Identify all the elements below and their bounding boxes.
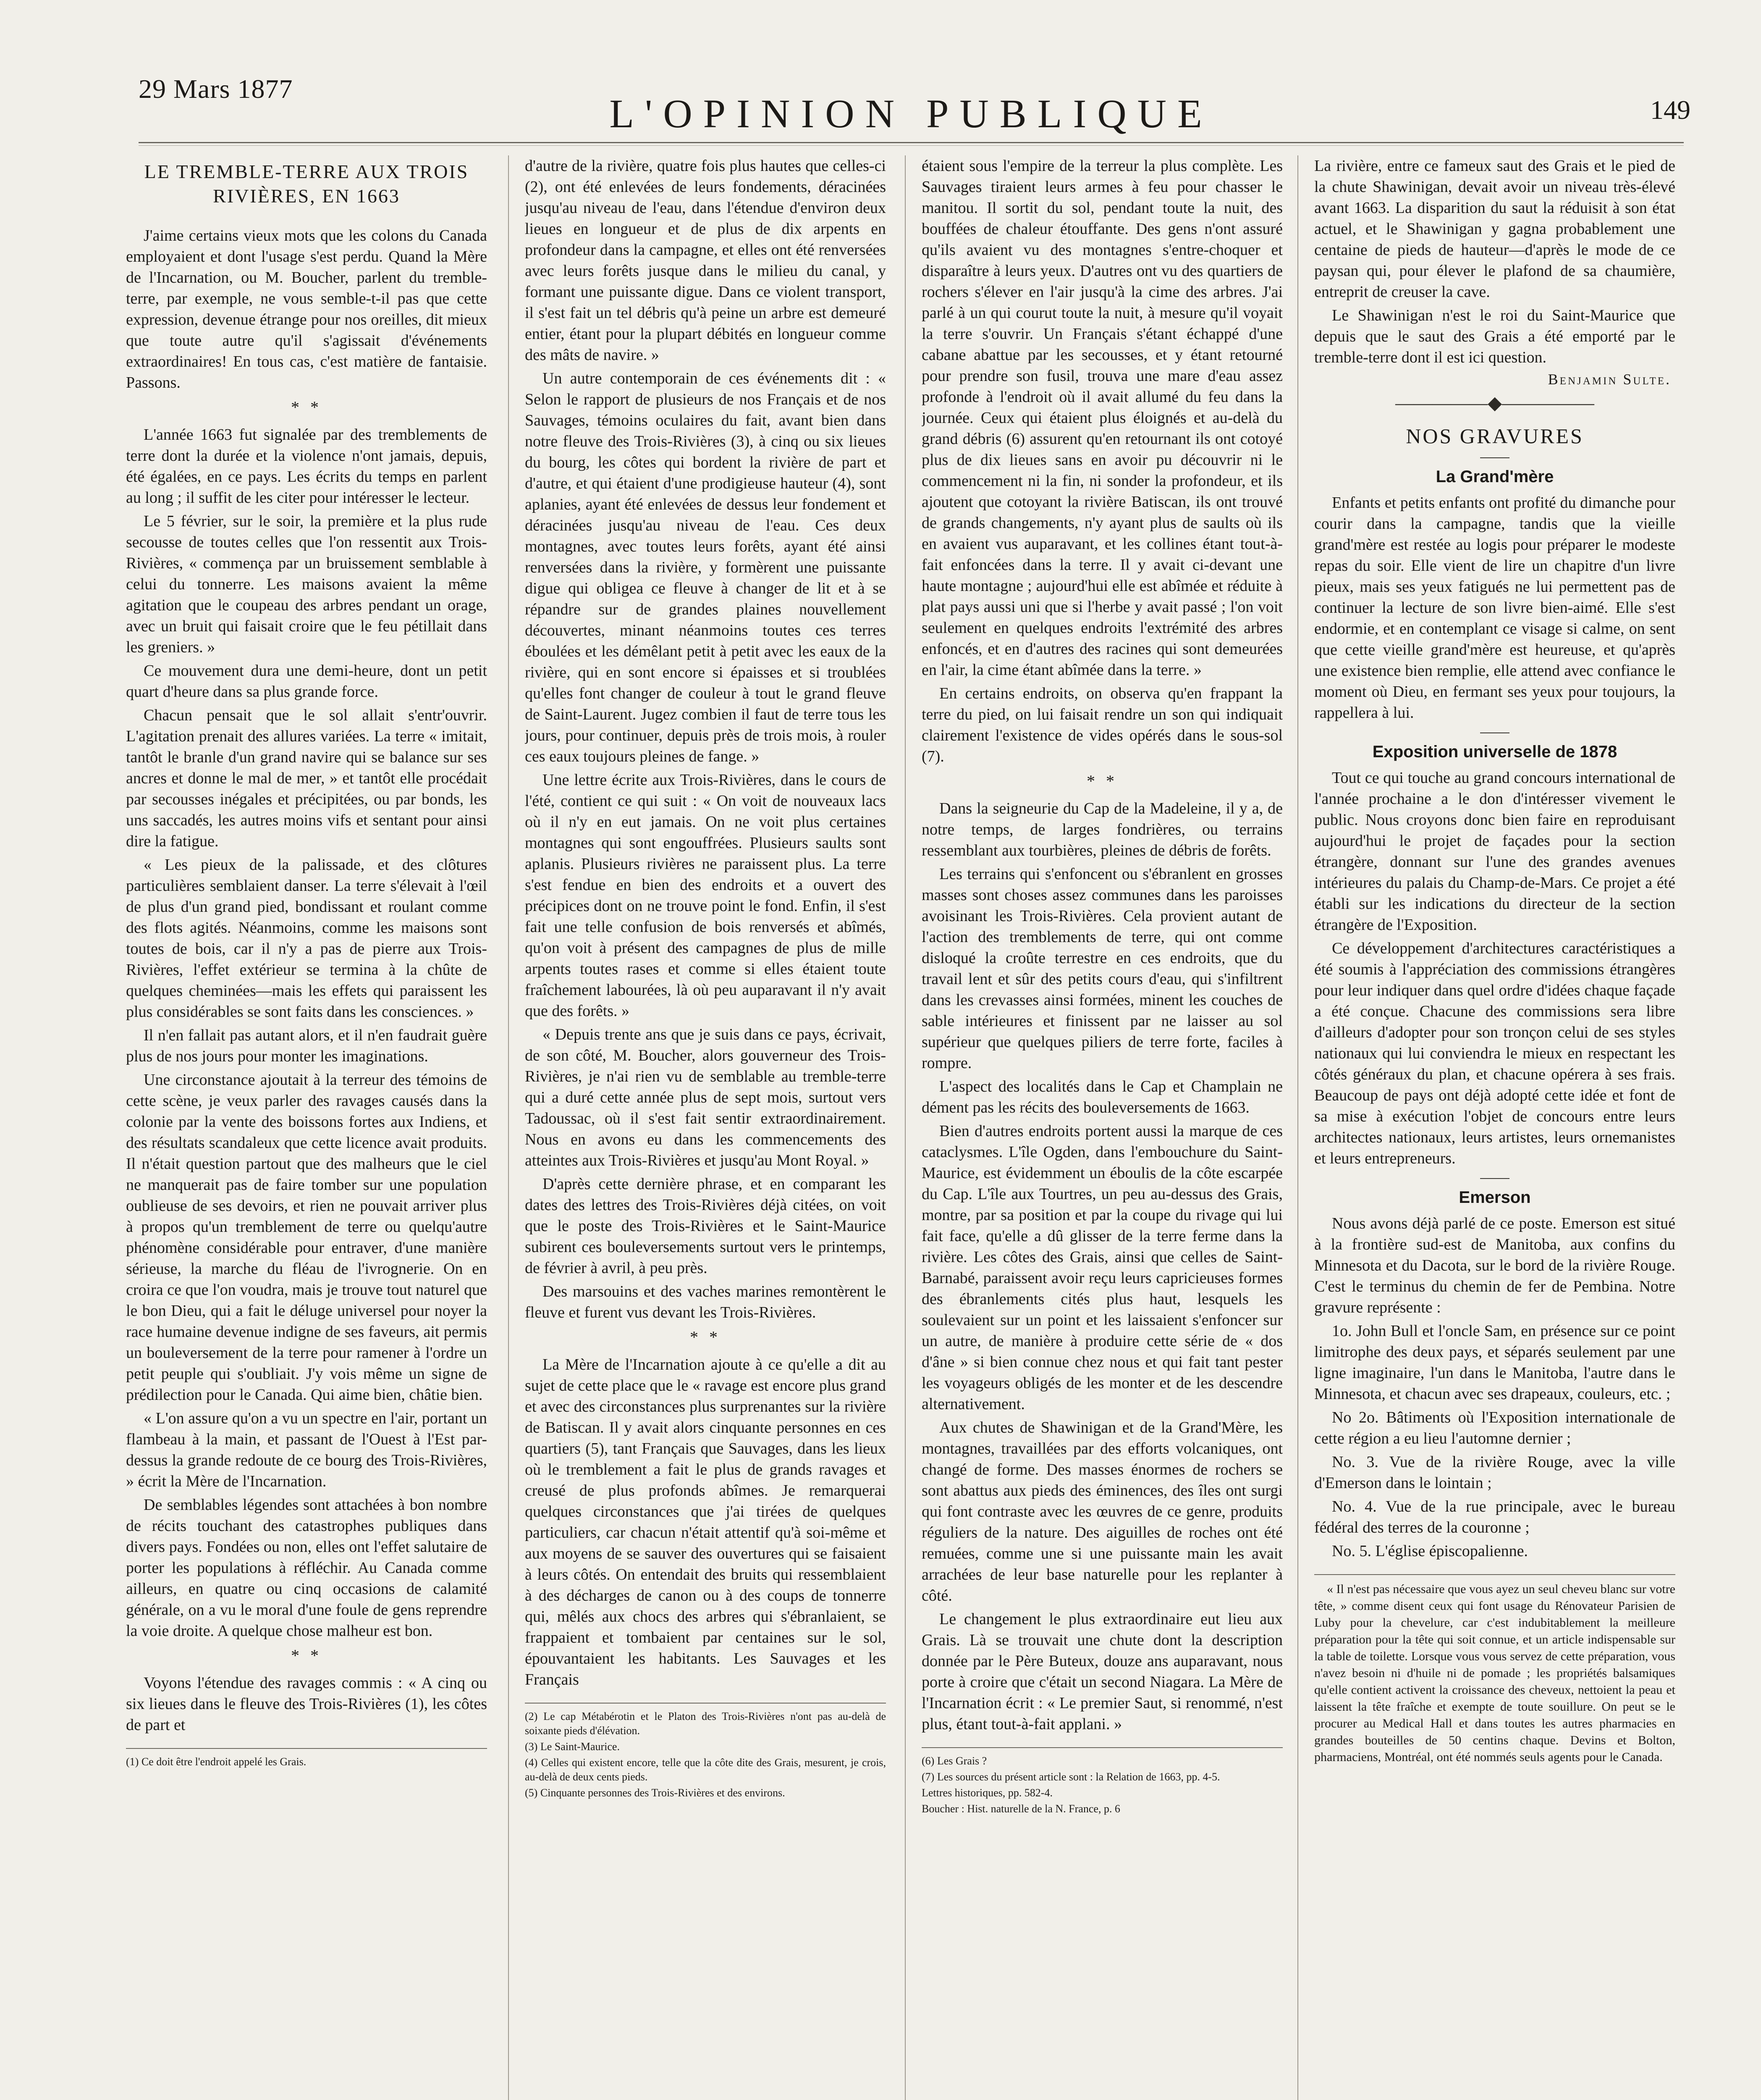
paragraph: Enfants et petits enfants ont profité du dimanche pour courir dans la campagne, tandis que la vieille grand'mère est restée au logis pour préparer le modeste repas du soir. Elle vient de lire un chapitre d'un livre pieux, mais ses yeux fatigués ne lui permettent pas de continuer la lecture de son livre bien-aimé. Elle s'est endormie, et en contemplant ce visage si calme, on sent que cette vieille grand'mère est heureuse, et qu'après une existence bien remplie, elle attend avec confiance le moment où Dieu, en fermant ses yeux pour toujours, la rappellera à lui. bbox=[1314, 494, 1675, 722]
footnote: Lettres historiques, pp. 582-4. bbox=[922, 1787, 1053, 1799]
footnote: (5) Cinquante personnes des Trois-Rivières et des environs. bbox=[525, 1787, 785, 1799]
list-item: No. 5. L'église épiscopalienne. bbox=[1332, 1542, 1528, 1560]
paragraph: Une lettre écrite aux Trois-Rivières, dans le cours de l'été, contient ce qui suit : « On voit de nouveaux lacs où il n'y en eut jamais. On ne voit plus certaines montagnes qui sont engouffrées. Plusieurs saults sont aplanis. Plusieurs rivières ne paraissent plus. La terre s'est fendue en bien des endroits et a ouvert des précipices dont on ne trouve point le fond. Enfin, il s'est fait une telle confusion de bois renversés et abîmés, qu'on voit à présent des campagnes de plus de mille arpents toutes rases et comme si elles étaient toute fraîchement labourées, là où peu auparavant il n'y avait que des forêts. » bbox=[525, 771, 886, 1020]
paragraph: d'autre de la rivière, quatre fois plus hautes que celles-ci (2), ont été enlevées de leurs fondements, déracinées jusqu'au niveau de l'eau, dans l'étendue d'environ deux lieues en longueur et de plus de dix arpents en profondeur dans la campagne, et elles ont été renversées avec leurs forêts jusque dans le milieu du canal, y formant une puissante digue. Dans ce violent transport, il s'est fait un tel débris qu'à peine un arbre est demeuré entier, étant pour la plupart débités en longueur comme des mâts de navire. » bbox=[525, 157, 886, 364]
short-rule bbox=[1480, 732, 1509, 733]
paragraph: Bien d'autres endroits portent aussi la marque de ces cataclysmes. L'île Ogden, dans l'embouchure du Saint-Maurice, est évidemment un éboulis de la côte escarpée du Cap. L'île aux Tourtres, un peu au-dessus des Grais, montre, par sa position et par la coupe du rivage qui lui fait face, qu'elle a dû glisser de la terre ferme dans la rivière. Les côtes des Grais, ainsi que celles de Saint-Barnabé, paraissent avoir reçu leurs capricieuses formes des ébranlements cités plus haut, lesquels les soulevaient sur un point et les laissaient s'enfoncer sur un autre, de manière à produire cette série de « dos d'âne » si bien connue chez nous et qui fait tant pester les voyageurs obligés de les monter et de les descendre alternativement. bbox=[922, 1122, 1283, 1413]
footnote: (4) Celles qui existent encore, telle que la côte dite des Grais, mesurent, je crois, au-delà de deux cents pieds. bbox=[525, 1756, 886, 1783]
subsection-title: Exposition universelle de 1878 bbox=[1372, 743, 1617, 761]
article-title: LE TREMBLE-TERRE AUX TROIS RIVIÈRES, EN 1663 bbox=[144, 161, 469, 207]
paragraph: J'aime certains vieux mots que les colons du Canada employaient et dont l'usage s'est perdu. Quand la Mère de l'Incarnation, ou M. Boucher, parlent du tremble-terre, par exemple, ne vous semble-t-il pas que cette expression, devenue étrange pour nos oreilles, dit mieux que toute autre qu'il s'agissait d'événements extraordinaires! En tous cas, c'est matière de fantaisie. Passons. bbox=[126, 227, 487, 391]
column-2 bbox=[525, 155, 886, 2100]
paragraph: Ce développement d'architectures caractéristiques a été soumis à l'appréciation des commissions étrangères pour leur indiquer dans quel ordre d'idées chaque façade a été conçue. Chacune des commissions sera libre d'ailleurs d'adopter pour son tronçon celui de ses styles nationaux qui lui conviendra le mieux en respectant les côtés généraux du plan, et chacune opérera à ses frais. Beaucoup de pays ont déjà adopté cette idée et font de sa mise à exécution l'objet de concours entre leurs architectes nationaux, leurs artistes, leurs ornemanistes et leurs entrepreneurs. bbox=[1314, 940, 1675, 1167]
paragraph: Il n'en fallait pas autant alors, et il n'en faudrait guère plus de nos jours pour monter les imaginations. bbox=[126, 1026, 487, 1065]
author-signature: Benjamin Sulte. bbox=[1548, 371, 1671, 388]
column-3 bbox=[922, 155, 1283, 2100]
column-4 bbox=[1314, 155, 1675, 2100]
section-title: NOS GRAVURES bbox=[1406, 424, 1584, 448]
section-break-stars: * * bbox=[291, 1646, 322, 1665]
column-divider bbox=[905, 155, 906, 2100]
footnotes bbox=[525, 1703, 886, 1800]
short-rule bbox=[1480, 1178, 1509, 1179]
short-rule bbox=[1480, 457, 1509, 458]
paragraph: La rivière, entre ce fameux saut des Grais et le pied de la chute Shawinigan, devait avoir un niveau très-élevé avant 1663. La disparition du saut la réduisit à son état actuel, et le Shawinigan y gagna probablement une centaine de pieds de hauteur—d'après le mode de ce paysan qui, pour élever le plafond de sa chaumière, entreprit de creuser la cave. bbox=[1314, 157, 1675, 301]
paragraph: Ce mouvement dura une demi-heure, dont un petit quart d'heure dans sa plus grande force. bbox=[126, 662, 487, 701]
advertisement-text: « Il n'est pas nécessaire que vous ayez un seul cheveu blanc sur votre tête, » comme disent ceux qui font usage du Rénovateur Parisien de Luby pour la chevelure, car c'est indubitablement la meilleure préparation pour la tête qui soit connue, et un article indispensable sur la table de toilette. Lorsque vous vous servez de cette préparation, vous n'avez besoin ni d'huile ni de pomade ; les propriétés balsamiques qu'elle contient activent la croissance des cheveux, nettoient la peau et laissent la tête fraîche et exempte de toute souillure. On peut se le procurer au Medical Hall et dans toutes les autres pharmacies en grandes bouteilles de 50 centins chaque. Devins et Bolton, pharmaciens, Montréal, ont été nommés seuls agents pour le Canada. bbox=[1314, 1582, 1675, 1764]
paragraph: Le 5 février, sur le soir, la première et la plus rude secousse de toutes celles que l'on ressentit aux Trois-Rivières, « commença par un bruissement semblable à celui du tonnerre. Les maisons avaient la même agitation que le coupeau des arbres pendant un orage, avec un bruit qui faisait croire que le feu pétillait dans les greniers. » bbox=[126, 512, 487, 656]
paragraph: La Mère de l'Incarnation ajoute à ce qu'elle a dit au sujet de cette place que le « ravage est encore plus grand et avec des circonstances plus surprenantes sur la rivière de Batiscan. Il y avait alors cinquante personnes en ces quartiers (5), tant Français que Sauvages, dans les lieux où le tremblement a fait le plus de grands ravages et creusé de plus profonds abîmes. Je remarquerai quelques circonstances que j'ai tirées de quelques particuliers, car chacun n'était attentif qu'à soi-même et aux moyens de se sauver des ouvertures qui se faisaient à leurs côtés. On entendait des bruits qui ressemblaient à des décharges de canon ou à des coups de tonnerre qui, mêlés aux chocs des arbres qui s'ébranlaient, se frappaient et tombaient par centaines sur le sol, épouvantaient les habitants. Les Sauvages et les Français bbox=[525, 1356, 886, 1688]
column-1 bbox=[126, 155, 487, 2100]
section-break-stars: * * bbox=[291, 398, 322, 417]
paragraph: Aux chutes de Shawinigan et de la Grand'Mère, les montagnes, travaillées par des efforts volcaniques, ont changé de forme. Des masses énormes de rochers se sont abattus aux pieds des éminences, des îles ont surgi qui font contraste avec les œuvres de ce genre, produits réguliers de la nature. Des aiguilles de roches ont été remuées, comme une si une puissante main les avait arrachées de leur base naturelle pour les replanter à côté. bbox=[922, 1419, 1283, 1604]
masthead-title: L'OPINION PUBLIQUE bbox=[609, 91, 1213, 136]
footnote: (2) Le cap Métabérotin et le Platon des Trois-Rivières n'ont pas au-delà de soixante pieds d'élévation. bbox=[525, 1710, 886, 1737]
footnote: (1) Ce doit être l'endroit appelé les Grais. bbox=[126, 1756, 307, 1768]
paragraph: En certains endroits, on observa qu'en frappant la terre du pied, on lui faisait rendre un son qui indiquait clairement l'existence de vides opérés dans le sous-sol (7). bbox=[922, 685, 1283, 765]
paragraph: Les terrains qui s'enfoncent ou s'ébranlent en grosses masses sont choses assez communes dans les paroisses avoisinant les Trois-Rivières. Cela provient autant de l'action des tremblements de terre, qui ont comme disloqué la croûte terrestre en ces endroits, que du travail lent et sûr des petits cours d'eau, qui s'infiltrent dans les crevasses ainsi formées, minent les couches de sable intérieures et finissent par ne laisser au sol supérieur que quelques piliers de terre forte, faciles à rompre. bbox=[922, 865, 1283, 1072]
paragraph: Dans la seigneurie du Cap de la Madeleine, il y a, de notre temps, de larges fondrières, ou terrains ressemblant aux tourbières, pleines de débris de forêts. bbox=[922, 800, 1283, 859]
footnote: (6) Les Grais ? bbox=[922, 1755, 987, 1767]
paragraph: De semblables légendes sont attachées à bon nombre de récits touchant des catastrophes publiques dans divers pays. Fondées ou non, elles ont l'effet salutaire de porter les populations à réfléchir. Au Canada comme ailleurs, en quatre ou cinq occasions de calamité générale, on a vu le moral d'une foule de gens reprendre la voie droite. A quelque chose malheur est bon. bbox=[126, 1496, 487, 1640]
column-divider bbox=[508, 155, 509, 2100]
advertisement bbox=[1314, 1574, 1675, 1766]
footnote: Boucher : Hist. naturelle de la N. France, p. 6 bbox=[922, 1803, 1120, 1815]
paragraph: Tout ce qui touche au grand concours international de l'année prochaine a le don d'intéresser vivement le public. Nous croyons donc bien faire en reproduisant aujourd'hui le projet de façades pour la section étrangère, donnant sur l'une des grandes avenues intérieures du palais du Champ-de-Mars. Ce projet a été établi sur les indications du directeur de la section étrangère de l'Exposition. bbox=[1314, 769, 1675, 934]
subsection-title: La Grand'mère bbox=[1436, 467, 1554, 486]
paragraph: Le Shawinigan n'est le roi du Saint-Maurice que depuis que le saut des Grais a été emporté par le tremble-terre dont il est ici question. bbox=[1314, 307, 1675, 366]
paragraph: D'après cette dernière phrase, et en comparant les dates des lettres des Trois-Rivières déjà citées, on voit que le poste des Trois-Rivières et le Saint-Maurice subirent ces bouleversements surtout vers le printemps, de février à avril, à peu près. bbox=[525, 1175, 886, 1277]
footnotes bbox=[126, 1748, 487, 1769]
column-divider bbox=[1297, 155, 1298, 2100]
paragraph: Une circonstance ajoutait à la terreur des témoins de cette scène, je veux parler des ravages causés dans la colonie par la vente des boissons fortes aux Indiens, et des résultats scandaleux que cette licence avait produits. Il n'était question partout que des malheurs que le ciel ne manquerait pas de faire tomber sur une population oublieuse de ses devoirs, et rien ne pouvait arriver plus à propos qu'un tremblement de terre ou quelqu'autre phénomène considérable pour entraver, d'une manière sérieuse, la marche du fléau de l'ivrognerie. On en croira ce que l'on voudra, mais je trouve tout naturel que le bon Dieu, qui a fait le déluge universel pour noyer la race humaine devenue indigne de ses faveurs, ait permis un bouleversement de la terre pour ramener à l'ordre un petit peuple qui s'oubliait. J'y vois même un signe de prédilection pour le Canada. Qui aime bien, châtie bien. bbox=[126, 1071, 487, 1404]
page-number: 149 bbox=[1650, 95, 1690, 125]
section-break-stars: * * bbox=[1087, 772, 1118, 790]
header-rule bbox=[139, 142, 1684, 146]
paragraph: « Les pieux de la palissade, et des clôtures particulières semblaient danser. La terre s'élevait à l'œil de plus d'un grand pied, bondissant et roulant comme des flots agités. Néanmoins, comme les maisons sont toutes de bois, car il n'y a pas de pierre aux Trois-Rivières, l'effet extérieur se termina à la chûte de quelques cheminées—mais les effets qui paraissent les plus considérables se sont faits dans les consciences. » bbox=[126, 856, 487, 1021]
paragraph: « L'on assure qu'on a vu un spectre en l'air, portant un flambeau à la main, et passant de l'Ouest à l'Est par-dessus la grande redoute de ce bourg des Trois-Rivières, » écrit la Mère de l'Incarnation. bbox=[126, 1410, 487, 1490]
ornament-divider: —————◆————— bbox=[1395, 393, 1594, 413]
list-item: No 2o. Bâtiments où l'Exposition internationale de cette région a eu lieu l'automne dernier ; bbox=[1314, 1409, 1675, 1447]
section-break-stars: * * bbox=[690, 1328, 721, 1347]
paragraph: Un autre contemporain de ces événements dit : « Selon le rapport de plusieurs de nos Français et de nos Sauvages, témoins oculaires du fait, avant bien dans notre fleuve des Trois-Rivières (3), à cinq ou six lieues du bourg, les côtes qui bordent la rivière de part et d'autre, et qui étaient d'une prodigieuse hauteur (4), sont aplanies, ayant été enlevées de dessus leur fondement et déracinées jusqu'au niveau de l'eau. Ces deux montagnes, avec toutes leurs forêts, ayant été ainsi renversées dans la rivière, y formèrent une puissante digue qui obligea ce fleuve à changer de lit et à se répandre sur de grandes plaines nouvellement découvertes, minant néanmoins toutes ces terres éboulées et les démêlant petit à petit avec les eaux de la rivière, qui en sont encore si épaisses et si troublées qu'elles font changer de couleur à tout le grand fleuve de Saint-Laurent. Jugez combien il faut de terre tous les jours, pour continuer, depuis près de trois mois, à rouler ces eaux toujours pleines de fange. » bbox=[525, 370, 886, 765]
paragraph: L'aspect des localités dans le Cap et Champlain ne dément pas les récits des bouleversements de 1663. bbox=[922, 1078, 1283, 1116]
paragraph: Nous avons déjà parlé de ce poste. Emerson est situé à la frontière sud-est de Manitoba, aux confins du Minnesota et du Dacota, sur le bord de la rivière Rouge. C'est le terminus du chemin de fer de Pembina. Notre gravure représente : bbox=[1314, 1215, 1675, 1316]
paragraph: L'année 1663 fut signalée par des tremblements de terre dont la durée et la violence n'ont jamais, depuis, été égalées, en ce pays. Les écrits du temps en parlent au long ; il suffit de les citer pour intéresser le lecteur. bbox=[126, 426, 487, 507]
paragraph: Voyons l'étendue des ravages commis : « A cinq ou six lieues dans le fleuve des Trois-Rivières (1), les côtes de part et bbox=[126, 1674, 487, 1734]
paragraph: « Depuis trente ans que je suis dans ce pays, écrivait, de son côté, M. Boucher, alors gouverneur des Trois-Rivières, je n'ai rien vu de semblable au tremble-terre qui a duré cette année plus de sept mois, surtout vers Tadoussac, où il s'est fait sentir extraordinairement. Nous en avons eu dans les commencements des atteintes aux Trois-Rivières et jusqu'au Mont Royal. » bbox=[525, 1026, 886, 1169]
list-item: No. 3. Vue de la rivière Rouge, avec la ville d'Emerson dans le lointain ; bbox=[1314, 1453, 1675, 1492]
paragraph: Le changement le plus extraordinaire eut lieu aux Grais. Là se trouvait une chute dont la description donnée par le Père Buteux, douze ans auparavant, nous porte à croire que c'était un second Niagara. La Mère de l'Incarnation écrit : « Le premier Saut, si renommé, n'est plus, étant tout-à-fait applani. » bbox=[922, 1610, 1283, 1733]
footnote: (3) Le Saint-Maurice. bbox=[525, 1740, 620, 1753]
issue-date: 29 Mars 1877 bbox=[139, 74, 293, 104]
footnote: (7) Les sources du présent article sont : la Relation de 1663, pp. 4-5. bbox=[922, 1771, 1220, 1783]
list-item: No. 4. Vue de la rue principale, avec le bureau fédéral des terres de la couronne ; bbox=[1314, 1498, 1675, 1536]
paragraph: Des marsouins et des vaches marines remontèrent le fleuve et furent vus devant les Trois-Rivières. bbox=[525, 1283, 886, 1321]
footnotes bbox=[922, 1747, 1283, 1816]
list-item: 1o. John Bull et l'oncle Sam, en présence sur ce point limitrophe des deux pays, et séparés seulement par une ligne imaginaire, l'un dans le Manitoba, l'autre dans le Minnesota, et chacun avec ses drapeaux, couleurs, etc. ; bbox=[1314, 1322, 1675, 1403]
paragraph: Chacun pensait que le sol allait s'entr'ouvrir. L'agitation prenait des allures variées. La terre « imitait, tantôt le branle d'un grand navire qui se balance sur ses ancres et donne le mal de mer, » et tantôt elle procédait par secousses inégales et précipitées, ou par bonds, les uns saccadés, les autres moins vifs et sentant pour ainsi dire la fatigue. bbox=[126, 706, 487, 850]
subsection-title: Emerson bbox=[1459, 1188, 1531, 1207]
paragraph: étaient sous l'empire de la terreur la plus complète. Les Sauvages tiraient leurs armes à feu pour chasser le manitou. Il sortit du sol, pendant toute la nuit, des bouffées de chaleur étouffante. Des gens n'ont assuré qu'ils avaient vu des montagnes s'entre-choquer et disparaître à leurs yeux. D'autres ont vu des quartiers de rochers s'élever en l'air jusqu'à la cime des arbres. J'ai parlé à un qui courut toute la nuit, à mesure qu'il voyait la terre s'ouvrir. Un Français s'étant échappé d'une cabane abattue par les secousses, et y étant retourné pour prendre son fusil, trouva une mare d'eau assez profonde à l'endroit où il avait allumé du feu dans la journée. Ceux qui étaient plus éloignés et au-delà du grand débris (6) assurent qu'en retournant ils ont cotoyé plus de dix lieues sans en avoir pu découvrir ni le commencement ni la fin, ni sonder la profondeur, et ils ajoutent que cotoyant la rivière Batiscan, ils ont trouvé de grands changements, n'y ayant plus de saults où ils en avaient vus auparavant, et les collines étant tout-à-fait enfoncées dans la terre. Il y avait ci-devant une haute montagne ; aujourd'hui elle est abîmée et réduite à plat pays aussi uni que si l'herbe y avait passé ; l'on voit seulement en quelques endroits l'extrémité des arbres enfoncés, et en d'autres des racines qui sont demeurées en l'air, la cime étant abîmée dans la terre. » bbox=[922, 157, 1283, 679]
